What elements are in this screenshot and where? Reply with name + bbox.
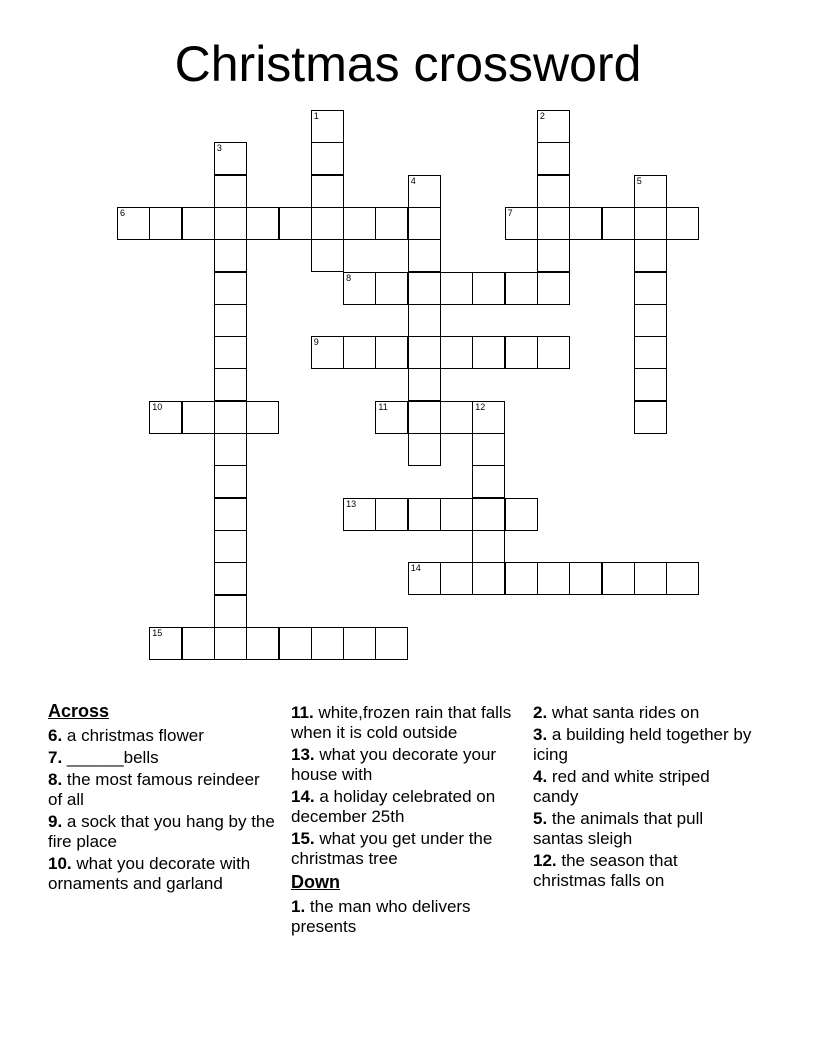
- grid-cell[interactable]: [311, 175, 344, 208]
- grid-cell[interactable]: [343, 336, 376, 369]
- grid-cell[interactable]: [214, 368, 247, 401]
- grid-cell[interactable]: [182, 627, 215, 660]
- grid-cell[interactable]: [375, 207, 408, 240]
- grid-cell[interactable]: [569, 562, 602, 595]
- grid-cell[interactable]: [408, 207, 441, 240]
- clue-across-8: 8. the most famous reindeer of all: [48, 770, 260, 809]
- grid-cell[interactable]: [440, 498, 473, 531]
- grid-cell[interactable]: [537, 272, 570, 305]
- grid-cell[interactable]: [214, 401, 247, 434]
- grid-cell[interactable]: [343, 498, 376, 531]
- grid-cell[interactable]: [634, 401, 667, 434]
- grid-cell[interactable]: [279, 627, 312, 660]
- grid-cell[interactable]: [472, 272, 505, 305]
- cell-number: 5: [636, 175, 642, 186]
- grid-cell[interactable]: [311, 142, 344, 175]
- grid-cell[interactable]: [311, 239, 344, 272]
- grid-cell[interactable]: [634, 304, 667, 337]
- grid-cell[interactable]: [182, 207, 215, 240]
- grid-cell[interactable]: [214, 336, 247, 369]
- cell-number: 6: [120, 207, 126, 218]
- grid-cell[interactable]: [214, 595, 247, 628]
- grid-cell[interactable]: [246, 401, 279, 434]
- grid-cell[interactable]: [246, 207, 279, 240]
- clue-across-7: 7. ______bells: [48, 748, 159, 767]
- grid-cell[interactable]: [311, 207, 344, 240]
- grid-cell[interactable]: [472, 465, 505, 498]
- grid-cell[interactable]: [505, 562, 538, 595]
- grid-cell[interactable]: [440, 562, 473, 595]
- grid-cell[interactable]: [505, 272, 538, 305]
- grid-cell[interactable]: [408, 401, 441, 434]
- grid-cell[interactable]: [149, 627, 182, 660]
- grid-cell[interactable]: [634, 239, 667, 272]
- cell-number: 14: [410, 563, 421, 574]
- grid-cell[interactable]: [472, 433, 505, 466]
- grid-cell[interactable]: [214, 562, 247, 595]
- clue-across-10: 10. what you decorate with ornaments and garland: [48, 854, 251, 893]
- grid-cell[interactable]: [279, 207, 312, 240]
- cell-number: 13: [346, 498, 357, 509]
- grid-cell[interactable]: [408, 272, 441, 305]
- clue-down-5: 5. the animals that pull santas sleigh: [533, 809, 704, 848]
- grid-cell[interactable]: [537, 175, 570, 208]
- grid-cell[interactable]: [537, 142, 570, 175]
- grid-cell[interactable]: [149, 207, 182, 240]
- clue-across-9: 9. a sock that you hang by the fire place: [48, 812, 275, 851]
- grid-cell[interactable]: [117, 207, 150, 240]
- grid-cell[interactable]: [214, 498, 247, 531]
- grid-cell[interactable]: [440, 401, 473, 434]
- grid-cell[interactable]: [246, 627, 279, 660]
- grid-cell[interactable]: [472, 336, 505, 369]
- grid-cell[interactable]: [537, 336, 570, 369]
- grid-cell[interactable]: [375, 627, 408, 660]
- grid-cell[interactable]: [472, 498, 505, 531]
- grid-cell[interactable]: [149, 401, 182, 434]
- grid-cell[interactable]: [214, 175, 247, 208]
- cell-number: 3: [216, 143, 222, 154]
- cell-number: 15: [152, 627, 163, 638]
- cell-number: 7: [507, 207, 513, 218]
- across-heading: Across: [48, 701, 110, 721]
- grid-cell[interactable]: [408, 336, 441, 369]
- grid-cell[interactable]: [311, 110, 344, 143]
- grid-cell[interactable]: [343, 207, 376, 240]
- grid-cell[interactable]: [408, 368, 441, 401]
- clue-across-11: 11. white,frozen rain that falls when it is cold outside: [291, 703, 512, 742]
- grid-cell[interactable]: [634, 272, 667, 305]
- clue-down-12: 12. the season that christmas falls on: [533, 851, 678, 890]
- grid-cell[interactable]: [408, 498, 441, 531]
- grid-cell[interactable]: [408, 304, 441, 337]
- page-title: Christmas crossword: [174, 36, 642, 92]
- grid-cell[interactable]: [182, 401, 215, 434]
- grid-cell[interactable]: [472, 401, 505, 434]
- grid-cell[interactable]: [634, 207, 667, 240]
- grid-cell[interactable]: [214, 142, 247, 175]
- grid-cell[interactable]: [343, 272, 376, 305]
- grid-cell[interactable]: [666, 562, 699, 595]
- grid-cell[interactable]: [214, 272, 247, 305]
- clue-down-4: 4. red and white striped candy: [533, 767, 710, 806]
- grid-cell[interactable]: [634, 368, 667, 401]
- cell-number: 10: [152, 401, 163, 412]
- grid-cell[interactable]: [440, 272, 473, 305]
- clue-column-3: [533, 703, 753, 893]
- grid-cell[interactable]: [505, 336, 538, 369]
- clue-across-13: 13. what you decorate your house with: [291, 745, 497, 784]
- grid-cell[interactable]: [408, 562, 441, 595]
- grid-cell[interactable]: [214, 627, 247, 660]
- grid-cell[interactable]: [311, 336, 344, 369]
- clue-down-3: 3. a building held together by icing: [533, 725, 752, 764]
- grid-cell[interactable]: [472, 562, 505, 595]
- grid-cell[interactable]: [375, 401, 408, 434]
- grid-cell[interactable]: [505, 498, 538, 531]
- grid-cell[interactable]: [214, 304, 247, 337]
- cell-number: 9: [313, 337, 319, 348]
- grid-cell[interactable]: [214, 433, 247, 466]
- grid-cell[interactable]: [343, 627, 376, 660]
- grid-cell[interactable]: [634, 562, 667, 595]
- grid-cell[interactable]: [375, 498, 408, 531]
- clue-across-6: 6. a christmas flower: [48, 726, 204, 745]
- clue-down-2: 2. what santa rides on: [533, 703, 700, 722]
- clue-down-1: 1. the man who delivers presents: [291, 897, 471, 936]
- cell-number: 8: [346, 272, 352, 283]
- grid-cell[interactable]: [214, 207, 247, 240]
- grid-cell[interactable]: [311, 627, 344, 660]
- cell-number: 2: [539, 111, 545, 121]
- clue-across-15: 15. what you get under the christmas tree: [291, 829, 493, 868]
- grid-cell[interactable]: [537, 562, 570, 595]
- clue-across-14: 14. a holiday celebrated on december 25th: [291, 787, 496, 826]
- grid-cell[interactable]: [408, 433, 441, 466]
- down-heading: Down: [291, 872, 340, 892]
- grid-cell[interactable]: [214, 465, 247, 498]
- grid-cell[interactable]: [375, 272, 408, 305]
- cell-number: 1: [313, 111, 319, 121]
- grid-cell[interactable]: [537, 207, 570, 240]
- clue-column-1: [48, 700, 278, 896]
- clue-column-2: [291, 703, 521, 939]
- grid-cell[interactable]: [602, 562, 635, 595]
- grid-cell[interactable]: [440, 336, 473, 369]
- grid-cell[interactable]: [214, 239, 247, 272]
- grid-cell[interactable]: [214, 530, 247, 563]
- grid-cell[interactable]: [408, 239, 441, 272]
- cell-number: 12: [475, 401, 486, 412]
- grid-cell[interactable]: [634, 175, 667, 208]
- grid-cell[interactable]: [569, 207, 602, 240]
- grid-cell[interactable]: [408, 175, 441, 208]
- grid-cell[interactable]: [375, 336, 408, 369]
- grid-cell[interactable]: [472, 530, 505, 563]
- cell-number: 4: [410, 175, 416, 186]
- grid-cell[interactable]: [634, 336, 667, 369]
- grid-cell[interactable]: [602, 207, 635, 240]
- grid-cell[interactable]: [537, 239, 570, 272]
- grid-cell[interactable]: [666, 207, 699, 240]
- grid-cell[interactable]: [505, 207, 538, 240]
- cell-number: 11: [378, 401, 388, 412]
- grid-cell[interactable]: [537, 110, 570, 143]
